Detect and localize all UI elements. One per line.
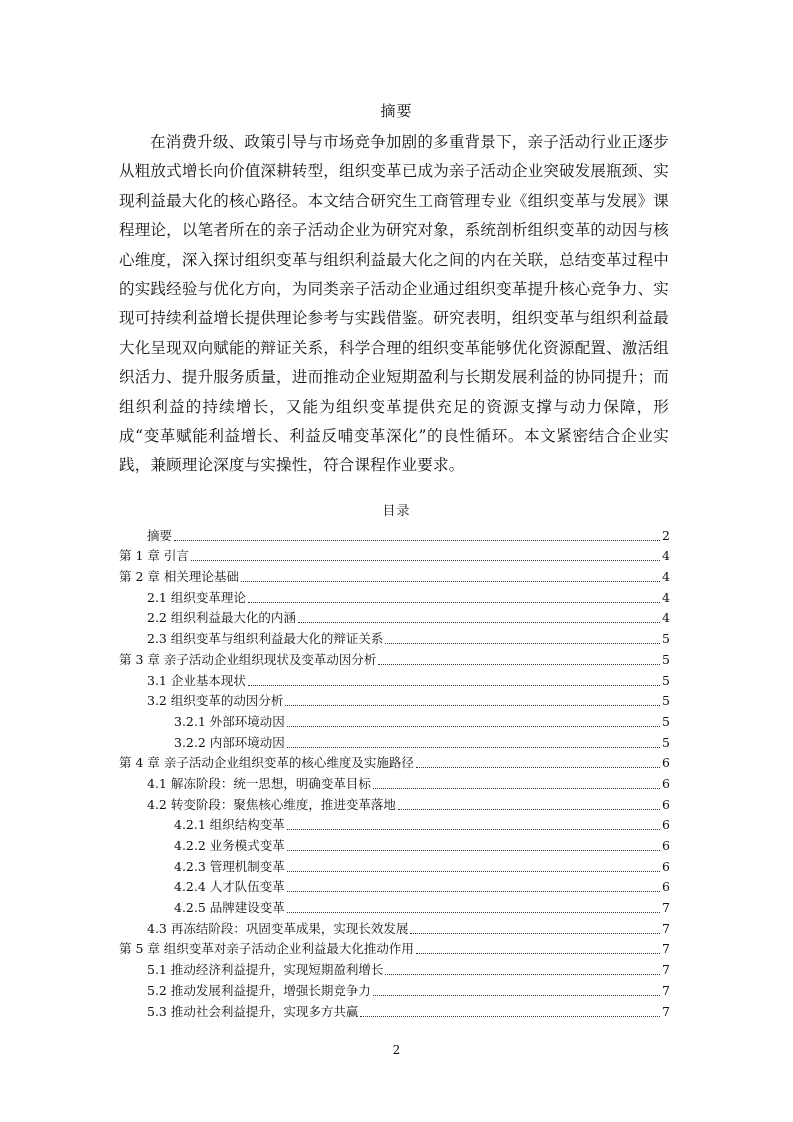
toc-entry-label: 4.2 转变阶段：聚焦核心维度，推进变革落地 [147, 796, 396, 812]
toc-entry[interactable] [119, 626, 670, 647]
toc-entry[interactable] [119, 668, 670, 689]
toc-entry-page: 5 [662, 672, 670, 688]
toc-leader [174, 540, 660, 541]
toc-leader [287, 829, 660, 830]
toc-entry-page: 4 [662, 610, 670, 626]
toc-entry-page: 6 [662, 796, 670, 812]
toc-entry-page: 5 [662, 631, 670, 647]
toc-entry-label: 2.3 组织变革与组织利益最大化的辩证关系 [147, 631, 384, 647]
toc-leader [373, 788, 660, 789]
toc-entry-page: 7 [662, 920, 670, 936]
toc-entry-label: 4.3 再冻结阶段：巩固变革成果，实现长效发展 [147, 920, 409, 936]
toc-leader [287, 871, 660, 872]
toc-entry-label: 5.1 推动经济利益提升，实现短期盈利增长 [147, 962, 384, 978]
toc-entry[interactable] [119, 937, 670, 958]
toc-entry-page: 5 [662, 734, 670, 750]
toc-entry-label: 4.2.2 业务模式变革 [174, 838, 285, 853]
abstract-title: 摘要 [380, 102, 413, 120]
toc-leader [378, 664, 660, 665]
toc-entry-label: 4.2.4 人才队伍变革 [174, 879, 285, 895]
toc-leader [287, 850, 660, 851]
toc-entry[interactable] [119, 792, 670, 813]
toc-leader [287, 891, 660, 892]
toc-entry-page: 6 [662, 755, 670, 771]
toc-leader [191, 560, 660, 561]
toc-entry[interactable] [119, 999, 670, 1020]
toc-entry-page: 5 [662, 693, 670, 709]
toc-entry-label: 第 2 章 相关理论基础 [119, 569, 239, 585]
toc-entry-label: 5.3 推动社会利益提升，实现多方共赢 [147, 1003, 359, 1019]
toc-entry-label: 4.2.3 管理机制变革 [174, 858, 285, 874]
toc-entry-label: 4.2.1 组织结构变革 [174, 817, 285, 833]
toc-entry[interactable] [119, 895, 670, 916]
toc-entry-page: 5 [662, 713, 670, 729]
toc-entry[interactable] [119, 689, 670, 710]
toc-entry[interactable] [119, 875, 670, 896]
toc-entry-page: 6 [662, 879, 670, 895]
toc-entry[interactable] [119, 854, 670, 875]
toc-entry[interactable] [119, 978, 670, 999]
toc-entry-page: 4 [662, 589, 670, 605]
toc-leader [398, 809, 660, 810]
toc-entry[interactable] [119, 647, 670, 668]
toc-entry-page: 7 [662, 941, 670, 957]
toc-entry-label: 2.2 组织利益最大化的内涵 [147, 610, 296, 626]
toc-entry[interactable] [119, 771, 670, 792]
toc-entry-page: 6 [662, 817, 670, 833]
toc-entry[interactable] [119, 730, 670, 751]
toc-entry-label: 3.2.1 外部环境动因 [174, 713, 285, 729]
toc-title: 目录 [382, 504, 411, 519]
toc-leader [360, 1016, 660, 1017]
toc-entry-label: 2.1 组织变革理论 [147, 589, 246, 605]
toc-entry-label: 摘要 [147, 527, 173, 543]
toc-entry[interactable] [119, 751, 670, 772]
toc-leader [248, 602, 660, 603]
toc-entry[interactable] [119, 544, 670, 565]
toc-entry[interactable] [119, 709, 670, 730]
toc-entry[interactable] [119, 833, 670, 854]
toc-leader [373, 995, 660, 996]
page-number: 2 [392, 1043, 401, 1057]
toc-leader [298, 622, 660, 623]
toc-entry[interactable] [119, 813, 670, 834]
toc-entry-label: 第 1 章 引言 [119, 548, 189, 564]
toc-entry[interactable] [119, 564, 670, 585]
toc-entry[interactable] [119, 585, 670, 606]
toc-entry-page: 6 [662, 775, 670, 791]
toc-entry[interactable] [119, 523, 670, 544]
toc-entry[interactable] [119, 916, 670, 937]
toc-entry-label: 4.1 解冻阶段：统一思想，明确变革目标 [147, 775, 371, 791]
toc-leader [287, 726, 660, 727]
toc-leader [287, 747, 660, 748]
toc-leader [285, 705, 660, 706]
toc-leader [385, 974, 660, 975]
toc-leader [241, 581, 660, 582]
toc-leader [287, 912, 660, 913]
toc-entry-page: 7 [662, 1003, 670, 1019]
abstract-body: 在消费升级、政策引导与市场竞争加剧的多重背景下，亲子活动行业正逐步从粗放式增长向价值深耕转型，组织变革已成为亲子活动企业突破发展瓶颈、实现利益最大化的核心路径。本文结合研究生工商管理专业《组织变革与发展》课程理论，以笔者所在的亲子活动企业为研究对象，系统剖析组织变革的动因与核心维度，深入探讨组织变革与组织利益最大化之间的内在关联，总结变革过程中的实践经验与优化方向，为同类亲子活动企业通过组织变革提升核心竞争力、实现可持续利益增长提供理论参考与实践借鉴。研究表明，组织变革与组织利益最大化呈现双向赋能的辩证关系，科学合理的组织变革能够优化资源配置、激活组织活力、提升服务质量，进而推动企业短期盈利与长期发展利益的协同提升；而组织利益的持续增长，又能为组织变革提供充足的资源支撑与动力保障，形成“变革赋能利益增长、利益反哺变革深化”的良性循环。本文紧密结合企业实践，兼顾理论深度与实操性，符合课程作业要求。 [119, 133, 669, 475]
toc-leader [416, 953, 660, 954]
toc-entry-label: 3.2.2 内部环境动因 [174, 734, 285, 750]
toc-entry[interactable] [119, 606, 670, 627]
toc-entry-page: 7 [662, 900, 670, 916]
toc-entry-page: 2 [662, 527, 670, 543]
toc-entry-label: 5.2 推动发展利益提升，增强长期竞争力 [147, 982, 371, 998]
toc-entry-page: 7 [662, 982, 670, 998]
toc-entry-label: 3.1 企业基本现状 [147, 672, 246, 688]
toc-entry[interactable] [119, 957, 670, 978]
toc-entry-page: 5 [662, 651, 670, 667]
toc-entry-page: 6 [662, 858, 670, 874]
toc-entry-page: 4 [662, 569, 670, 585]
table-of-contents [119, 523, 670, 1020]
toc-entry-label: 4.2.5 品牌建设变革 [174, 900, 285, 916]
toc-entry-label: 第 4 章 亲子活动企业组织变革的核心维度及实施路径 [119, 755, 414, 771]
toc-entry-label: 第 5 章 组织变革对亲子活动企业利益最大化推动作用 [119, 941, 414, 957]
toc-leader [385, 643, 660, 644]
toc-leader [248, 685, 660, 686]
toc-entry-page: 6 [662, 838, 670, 853]
toc-entry-page: 4 [662, 548, 670, 564]
toc-entry-label: 3.2 组织变革的动因分析 [147, 693, 284, 709]
toc-entry-page: 7 [662, 962, 670, 978]
toc-leader [416, 767, 660, 768]
toc-leader [410, 933, 660, 934]
toc-entry-label: 第 3 章 亲子活动企业组织现状及变革动因分析 [119, 651, 377, 667]
